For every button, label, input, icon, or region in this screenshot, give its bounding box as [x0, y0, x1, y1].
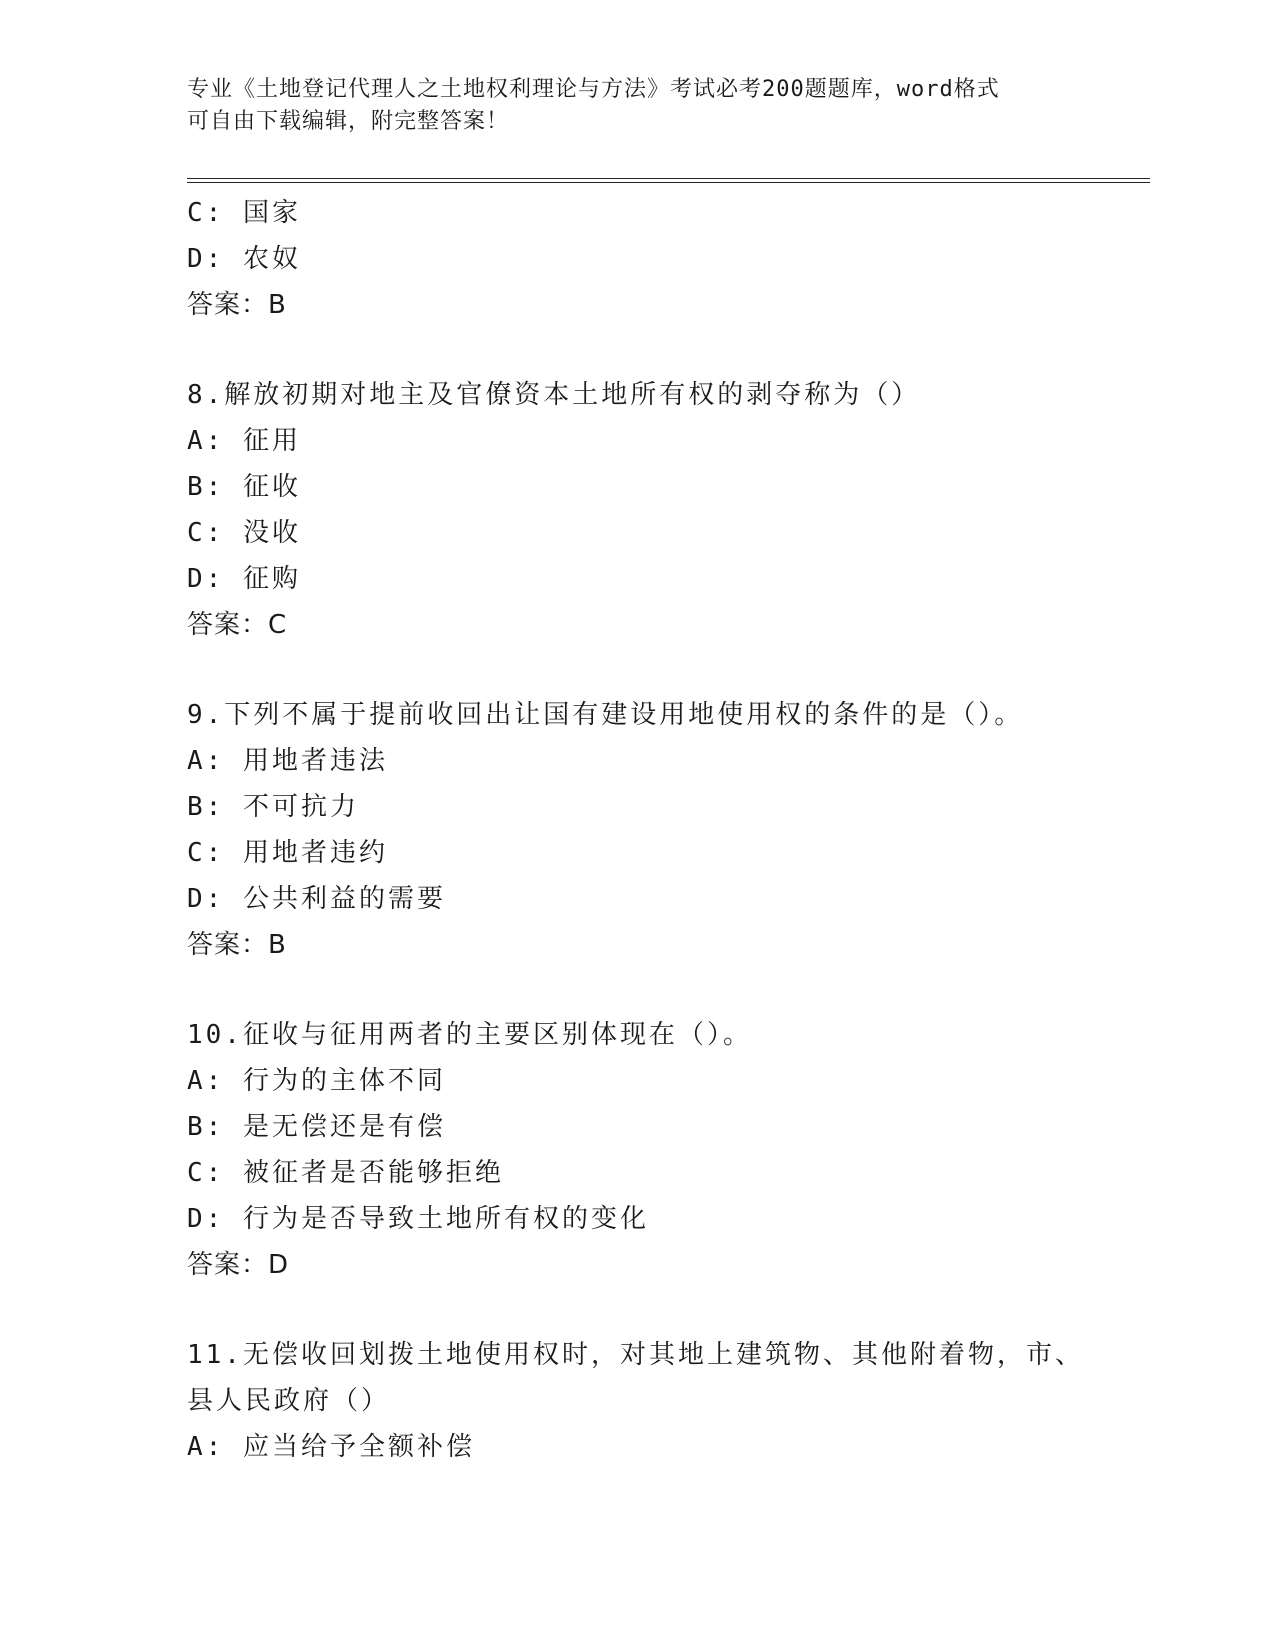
question-list	[187, 190, 1087, 1470]
answer-line: 答案：D	[187, 1250, 290, 1280]
option-b: B: 是无偿还是有偿	[187, 1112, 446, 1142]
option-d: D: 行为是否导致土地所有权的变化	[187, 1204, 649, 1234]
answer-line: 答案：C	[187, 610, 288, 640]
option-d: D: 农奴	[187, 244, 301, 274]
document-header	[187, 74, 1087, 138]
question-11	[187, 1332, 1087, 1470]
option-a: A: 征用	[187, 426, 301, 456]
question-8	[187, 372, 1087, 648]
question-stem: 8.解放初期对地主及官僚资本土地所有权的剥夺称为（）	[187, 380, 921, 410]
option-a: A: 用地者违法	[187, 746, 388, 776]
answer-line: 答案：B	[187, 930, 287, 960]
option-c: C: 被征者是否能够拒绝	[187, 1158, 504, 1188]
option-d: D: 公共利益的需要	[187, 884, 446, 914]
option-a: A: 行为的主体不同	[187, 1066, 446, 1096]
option-c: C: 用地者违约	[187, 838, 388, 868]
option-a: A: 应当给予全额补偿	[187, 1432, 475, 1462]
option-c: C: 国家	[187, 198, 301, 228]
question-stem-line-1: 11.无偿收回划拨土地使用权时，对其地上建筑物、其他附着物，市、	[187, 1340, 1084, 1370]
question-stem: 10.征收与征用两者的主要区别体现在（）。	[187, 1020, 752, 1050]
question-9	[187, 692, 1087, 968]
header-divider-bottom	[187, 182, 1150, 183]
option-b: B: 征收	[187, 472, 301, 502]
question-carry-over	[187, 190, 1087, 328]
question-10	[187, 1012, 1087, 1288]
option-b: B: 不可抗力	[187, 792, 359, 822]
question-stem: 9.下列不属于提前收回出让国有建设用地使用权的条件的是（）。	[187, 700, 1024, 730]
header-line-2: 可自由下载编辑，附完整答案！	[187, 109, 510, 134]
header-line-1: 专业《土地登记代理人之土地权利理论与方法》考试必考200题题库，word格式	[187, 77, 1000, 102]
option-d: D: 征购	[187, 564, 301, 594]
answer-line: 答案：B	[187, 290, 287, 320]
option-c: C: 没收	[187, 518, 301, 548]
header-divider-top	[187, 178, 1150, 179]
question-stem-line-2: 县人民政府（）	[187, 1386, 391, 1416]
